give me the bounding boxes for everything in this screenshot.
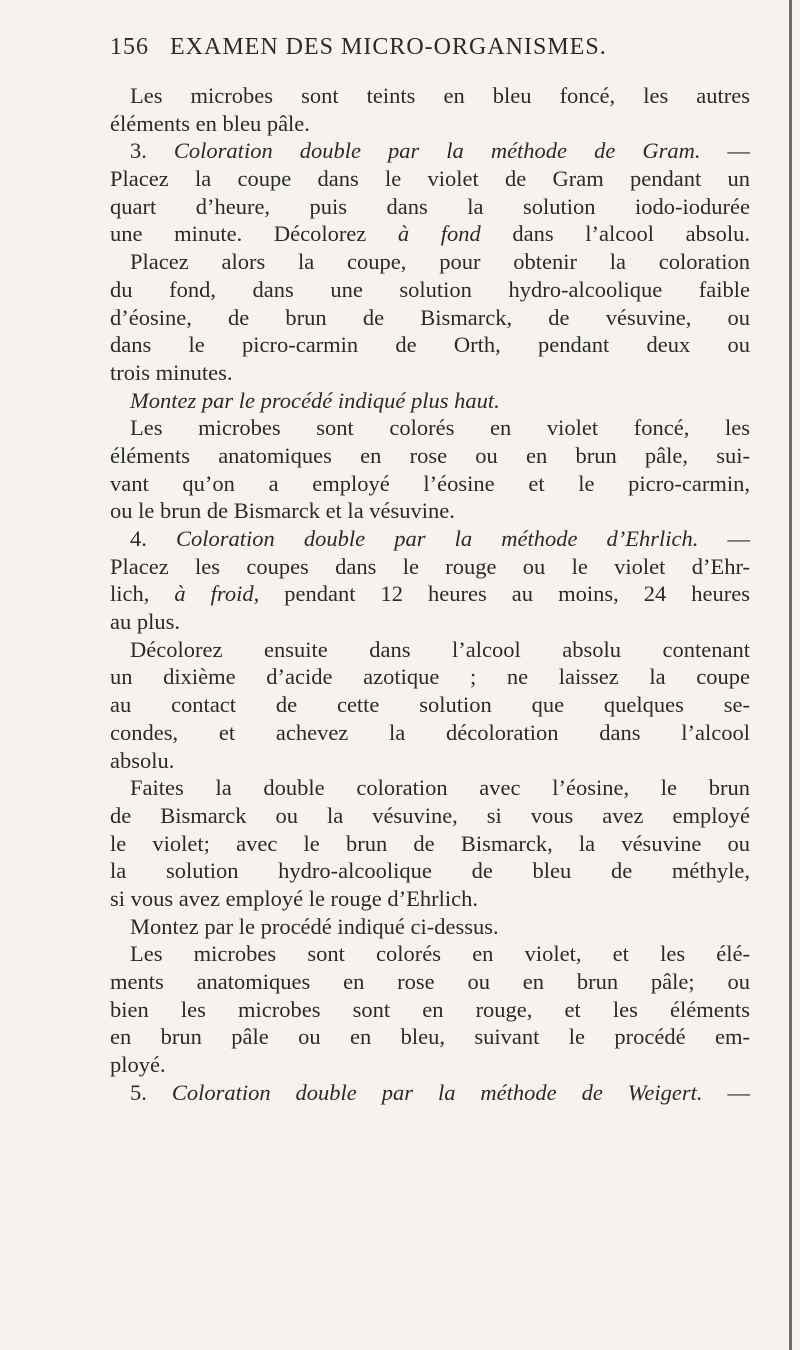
text-run: un dixième d’acide azotique ; ne laissez la coupe xyxy=(110,664,750,690)
text-run: — xyxy=(700,138,751,164)
text-run: 4. xyxy=(130,526,176,551)
text-run: lich, xyxy=(110,581,175,607)
text-run: au plus. xyxy=(110,609,180,635)
text-run: dans le picro-carmin de Orth, pendant deux ou xyxy=(110,332,750,358)
text-line xyxy=(110,1079,750,1107)
text-line xyxy=(110,580,750,608)
text-run: Faites la double coloration avec l’éosine, le brun xyxy=(130,775,750,801)
text-line xyxy=(110,248,750,276)
text-line xyxy=(110,636,750,664)
text-line xyxy=(110,359,750,387)
italic-text: Montez par le procédé indiqué plus haut. xyxy=(130,387,500,413)
text-line xyxy=(110,525,750,553)
italic-text: Coloration double par la méthode de Weigert. xyxy=(171,1079,703,1105)
text-line xyxy=(110,387,750,415)
text-run: éléments en bleu pâle. xyxy=(110,110,310,136)
text-run: quart d’heure, puis dans la solution iodo-iodurée xyxy=(110,193,750,219)
text-line xyxy=(110,110,750,138)
text-run: Montez par le procédé indiqué ci-dessus. xyxy=(130,913,499,939)
italic-text: Coloration double par la méthode de Gram. xyxy=(173,138,701,164)
text-run: absolu. xyxy=(110,747,175,773)
text-run: au contact de cette solution que quelques se- xyxy=(110,692,750,718)
text-run: condes, et achevez la décoloration dans l’alcool xyxy=(110,719,750,745)
text-run: Les microbes sont teints en bleu foncé, les autres xyxy=(130,83,750,108)
text-run: trois minutes. xyxy=(110,359,233,385)
text-run: pendant 12 heures au moins, 24 heures xyxy=(259,581,750,607)
text-line xyxy=(110,193,750,221)
text-run: éléments anatomiques en rose ou en brun pâle, sui- xyxy=(110,442,750,468)
body-text xyxy=(110,82,750,1106)
text-line xyxy=(110,553,750,581)
page-edge-shadow xyxy=(789,0,792,1350)
text-line xyxy=(110,802,750,830)
italic-text: Coloration double par la méthode d’Ehrlich. xyxy=(176,526,699,551)
text-run: Placez les coupes dans le rouge ou le violet d’Ehr- xyxy=(110,553,750,579)
text-run: Décolorez ensuite dans l’alcool absolu contenant xyxy=(130,636,750,662)
text-line xyxy=(110,857,750,885)
text-line xyxy=(110,82,750,110)
text-run: ployé. xyxy=(110,1052,166,1078)
running-header xyxy=(110,34,607,61)
page-number: 156 xyxy=(110,34,149,60)
text-run: — xyxy=(702,1079,750,1105)
text-run: ments anatomiques en rose ou en brun pâle; ou xyxy=(110,969,750,994)
text-line xyxy=(110,220,750,248)
italic-text: à froid, xyxy=(174,581,260,607)
text-run: 5. xyxy=(130,1079,172,1105)
text-run: — xyxy=(698,526,751,551)
text-line xyxy=(110,276,750,304)
text-line xyxy=(110,719,750,747)
text-run: si vous avez employé le rouge d’Ehrlich. xyxy=(110,885,479,911)
text-run: Les microbes sont colorés en violet, et les élé- xyxy=(130,941,750,967)
italic-text: à fond xyxy=(397,221,481,247)
text-line xyxy=(110,1051,750,1079)
text-run: le violet; avec le brun de Bismarck, la vésuvine ou xyxy=(110,830,750,856)
text-line xyxy=(110,830,750,858)
text-line xyxy=(110,940,750,968)
text-line xyxy=(110,442,750,470)
text-run: dans l’alcool absolu. xyxy=(480,221,750,247)
text-run: vant qu’on a employé l’éosine et le picro-carmin, xyxy=(110,470,750,496)
text-run: Placez la coupe dans le violet de Gram pendant un xyxy=(110,166,750,192)
text-run: bien les microbes sont en rouge, et les éléments xyxy=(110,996,750,1022)
text-run: Placez alors la coupe, pour obtenir la coloration xyxy=(130,249,750,275)
text-run: une minute. Décolorez xyxy=(110,221,398,247)
text-run: Les microbes sont colorés en violet foncé, les xyxy=(130,415,750,441)
text-run: ou le brun de Bismarck et la vésuvine. xyxy=(110,498,455,524)
text-line xyxy=(110,608,750,636)
text-line xyxy=(110,137,750,165)
text-run: en brun pâle ou en bleu, suivant le procédé em- xyxy=(110,1024,750,1050)
text-run: la solution hydro-alcoolique de bleu de méthyle, xyxy=(110,858,750,884)
text-run: d’éosine, de brun de Bismarck, de vésuvine, ou xyxy=(110,304,750,330)
text-line xyxy=(110,304,750,332)
text-run: 3. xyxy=(130,138,174,164)
text-line xyxy=(110,414,750,442)
text-line xyxy=(110,663,750,691)
text-line xyxy=(110,747,750,775)
text-line xyxy=(110,774,750,802)
text-run: du fond, dans une solution hydro-alcoolique faible xyxy=(110,276,750,302)
text-line xyxy=(110,331,750,359)
text-line xyxy=(110,691,750,719)
text-line xyxy=(110,497,750,525)
text-line xyxy=(110,996,750,1024)
text-line xyxy=(110,470,750,498)
text-line xyxy=(110,885,750,913)
text-line xyxy=(110,165,750,193)
text-line xyxy=(110,968,750,996)
running-title: EXAMEN DES MICRO-ORGANISMES. xyxy=(170,34,607,60)
text-run: de Bismarck ou la vésuvine, si vous avez employé xyxy=(110,802,750,828)
text-line xyxy=(110,913,750,941)
text-line xyxy=(110,1023,750,1051)
